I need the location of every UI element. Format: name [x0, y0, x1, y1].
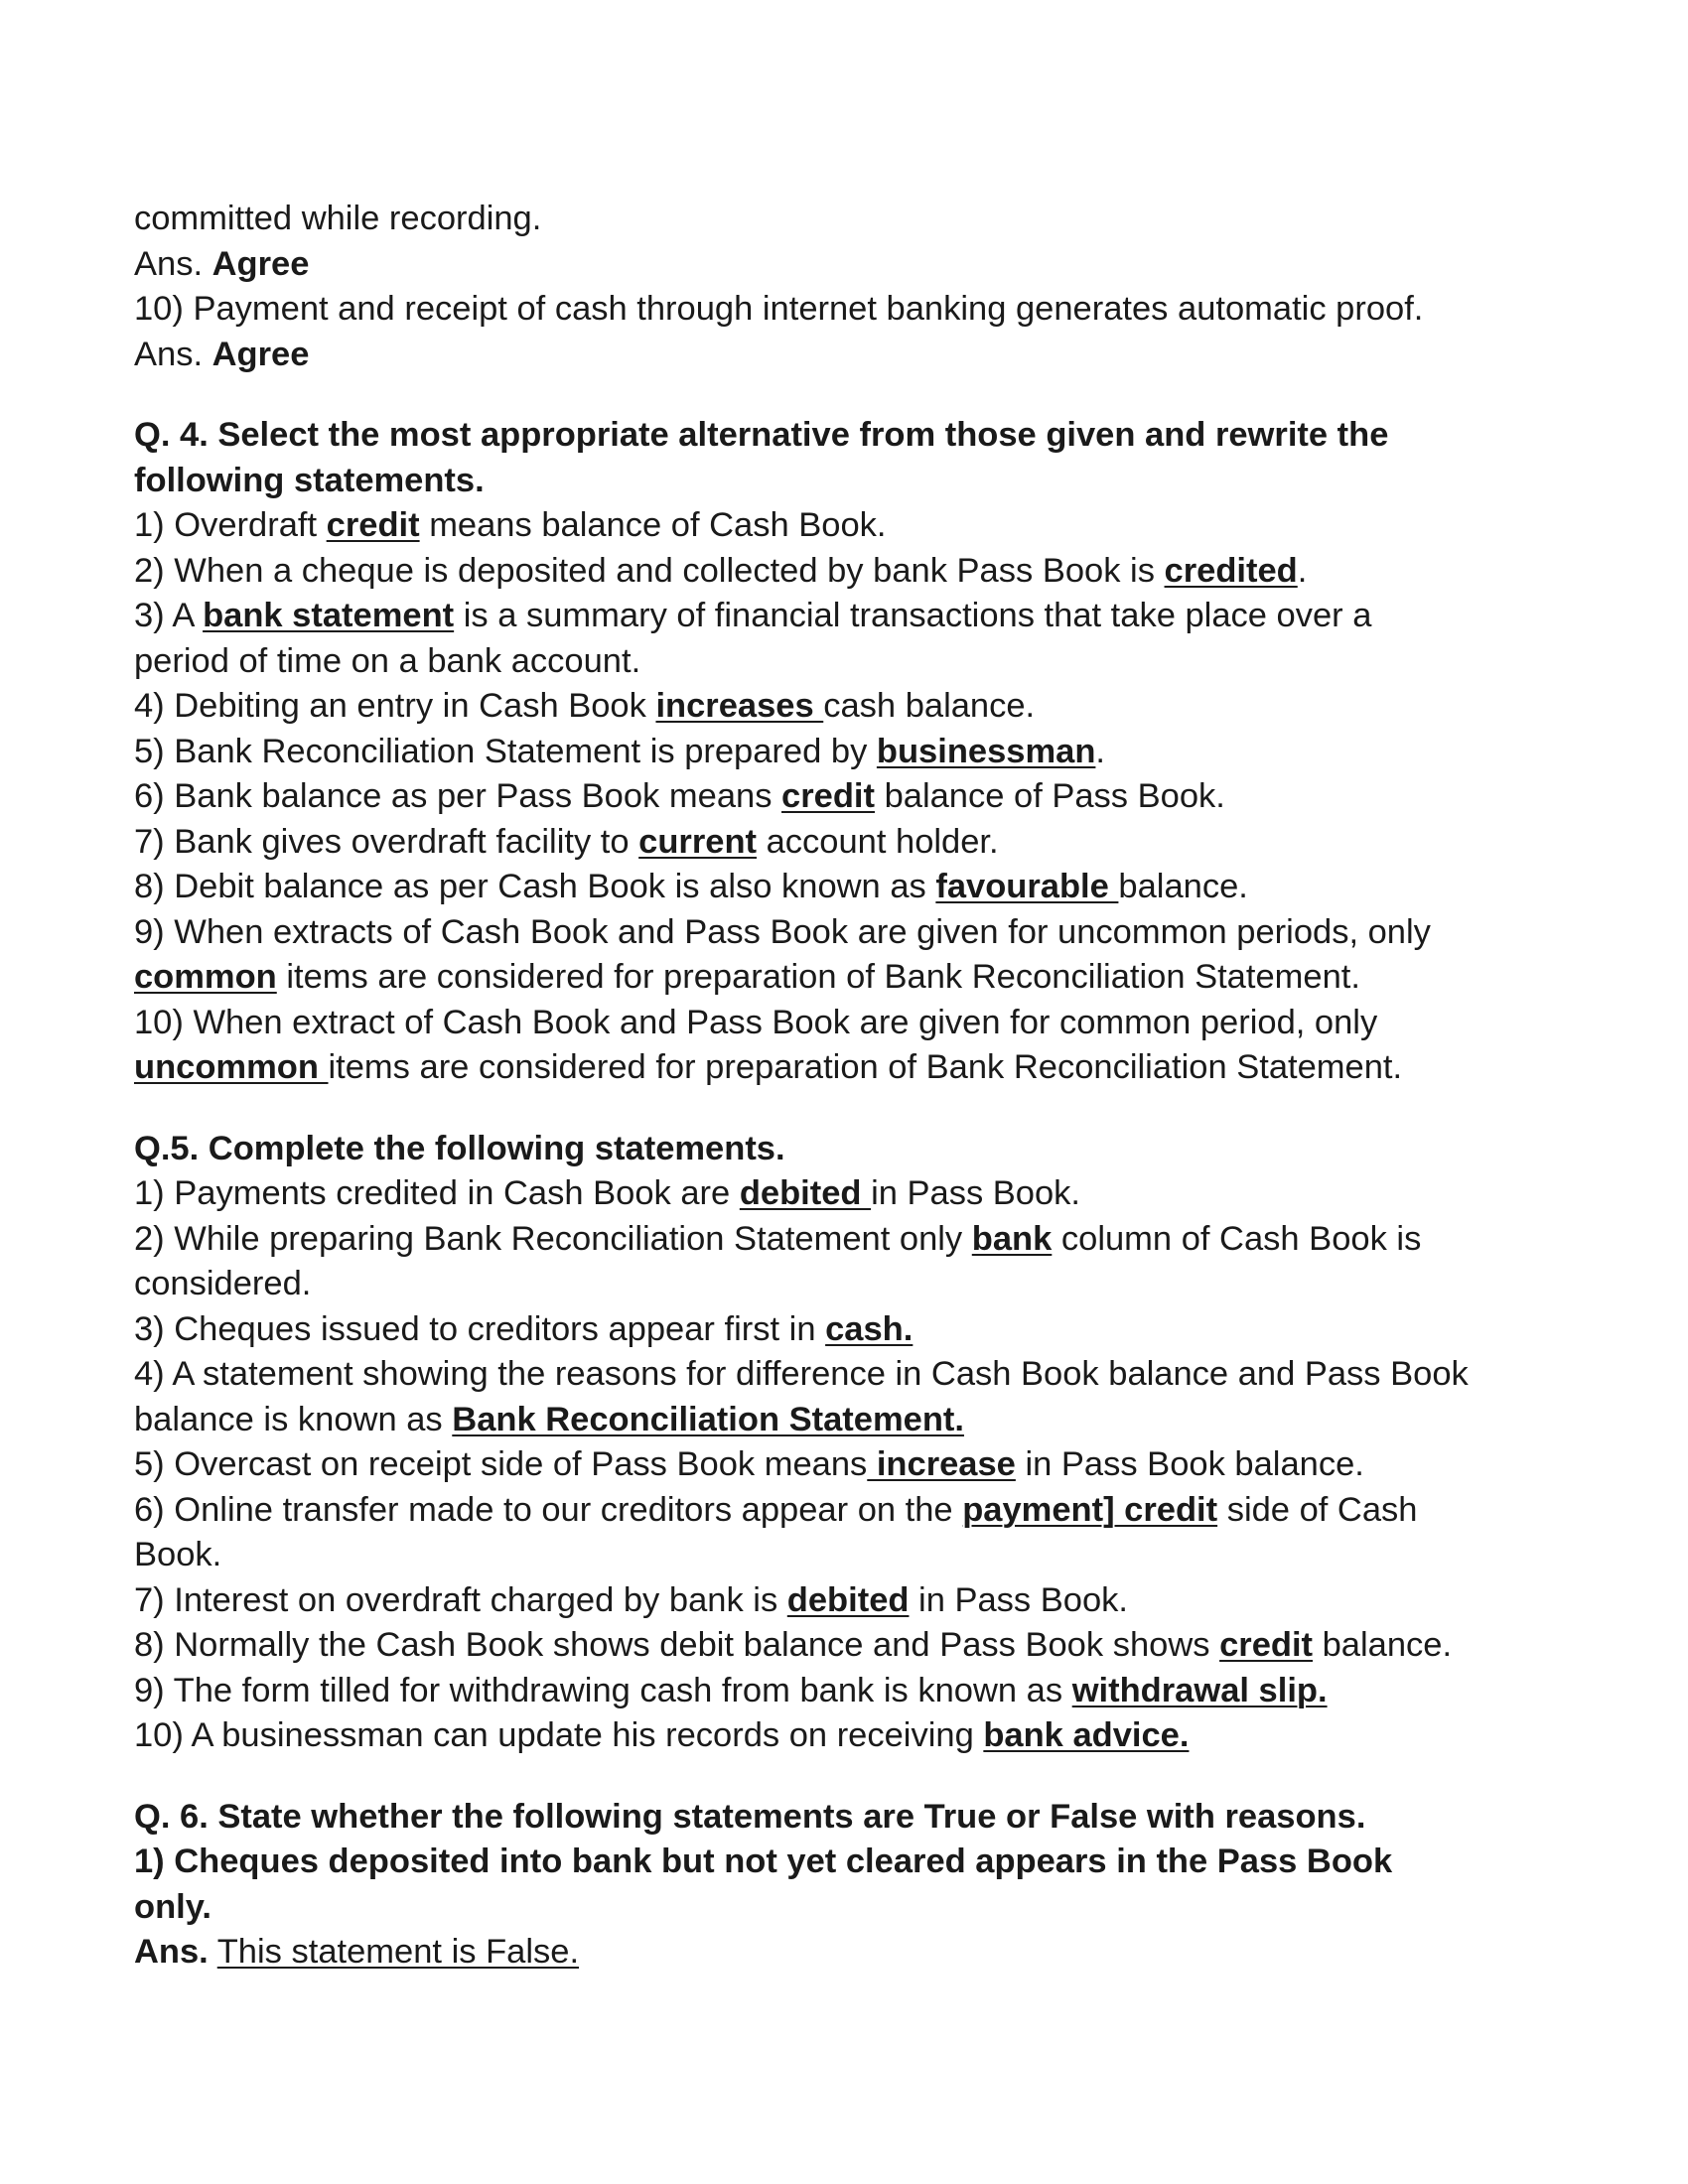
statement-line [134, 820, 1564, 866]
statement-text: items are considered for preparation of Bank Reconciliation Statement. [328, 1048, 1403, 1086]
answer-value: Agree [211, 335, 310, 373]
statement-line [134, 594, 1564, 639]
statement-text: 9) The form tilled for withdrawing cash from bank is known as [134, 1671, 1072, 1709]
q6-statement-1-continued: only. [134, 1887, 211, 1926]
statement-text: 2) While preparing Bank Reconciliation Statement only [134, 1219, 972, 1258]
q5-heading: Q.5. Complete the following statements. [134, 1129, 785, 1167]
answer-blank: credited [1164, 551, 1298, 590]
answer-value: Agree [211, 244, 310, 283]
answer-blank: bank advice. [983, 1716, 1190, 1754]
statement-text: 10) When extract of Cash Book and Pass Book are given for common period, only [134, 1003, 1378, 1041]
q5-list [134, 1171, 1564, 1759]
statement-text: means balance of Cash Book. [419, 506, 887, 544]
statement-text: 3) A [134, 597, 204, 634]
answer-prefix: Ans. [134, 335, 212, 373]
answer-blank: uncommon [134, 1048, 329, 1086]
section-gap [134, 1759, 1564, 1795]
statement-line [134, 1713, 1564, 1759]
statement-text: balance. [1118, 868, 1248, 905]
statement-line [134, 774, 1564, 820]
statement-line [134, 1533, 1564, 1578]
statement-line [134, 730, 1564, 775]
statement-text: 4) Debiting an entry in Cash Book [134, 687, 656, 725]
statement-text: cash balance. [823, 687, 1036, 725]
answer-blank: credit [781, 777, 875, 815]
answer-value: This statement is False. [216, 1933, 580, 1971]
continuation-text: committed while recording. [134, 200, 542, 237]
statement-10 [134, 287, 1564, 333]
statement-line [134, 1171, 1564, 1217]
answer-blank: businessman [876, 732, 1096, 770]
statement-line [134, 1488, 1564, 1534]
answer-blank: credit [1219, 1626, 1314, 1664]
answer-blank: credit [326, 506, 420, 544]
q6-answer-line [134, 1930, 1564, 1976]
statement-text: account holder. [757, 822, 999, 861]
statement-line [134, 1001, 1564, 1046]
statement-text: 2) When a cheque is deposited and collected by bank Pass Book is [134, 551, 1165, 590]
answer-blank: increase [867, 1445, 1016, 1483]
statement-text: 10) Payment and receipt of cash through internet banking generates automatic proof. [134, 290, 1424, 328]
statement-line [134, 1352, 1564, 1398]
statement-text: side of Cash [1217, 1490, 1418, 1529]
answer-blank: cash. [825, 1309, 914, 1348]
answer-blank: withdrawal slip. [1071, 1671, 1328, 1709]
statement-line [134, 639, 1564, 685]
statement-text: balance. [1313, 1626, 1453, 1664]
statement-text: items are considered for preparation of Bank Reconciliation Statement. [276, 958, 1360, 996]
statement-text: in Pass Book. [871, 1174, 1081, 1212]
statement-text: 10) A businessman can update his records on receiving [134, 1716, 984, 1754]
statement-text: 7) Bank gives overdraft facility to [134, 822, 639, 861]
statement-text: in Pass Book. [909, 1580, 1128, 1619]
statement-text: . [1095, 732, 1105, 770]
statement-line [134, 1623, 1564, 1669]
statement-line [134, 684, 1564, 730]
answer-blank: debited [786, 1580, 910, 1619]
answer-blank: Bank Reconciliation Statement. [452, 1400, 964, 1438]
statement-text: 5) Overcast on receipt side of Pass Book means [134, 1445, 868, 1483]
statement-text: in Pass Book balance. [1015, 1445, 1364, 1483]
answer-blank: increases [655, 687, 824, 725]
statement-line [134, 549, 1564, 595]
statement-line [134, 1307, 1564, 1353]
statement-text: column of Cash Book is [1052, 1219, 1422, 1258]
statement-line [134, 1262, 1564, 1307]
statement-line [134, 1578, 1564, 1624]
answer-blank: debited [739, 1174, 872, 1212]
statement-line [134, 910, 1564, 956]
statement-text: 5) Bank Reconciliation Statement is prepared by [134, 732, 877, 770]
statement-text: . [1297, 551, 1308, 590]
statement-text: 9) When extracts of Cash Book and Pass Book are given for uncommon periods, only [134, 912, 1431, 951]
statement-text: Book. [134, 1536, 222, 1573]
answer-blank: common [134, 958, 277, 996]
q4-heading: Q. 4. Select the most appropriate alternative from those given and rewrite the [134, 416, 1389, 454]
statement-line [134, 503, 1564, 549]
statement-text: 3) Cheques issued to creditors appear first in [134, 1309, 826, 1348]
answer-blank: bank [971, 1219, 1053, 1258]
statement-text: balance of Pass Book. [874, 777, 1225, 815]
statement-line [134, 1398, 1564, 1443]
statement-text: 7) Interest on overdraft charged by bank is [134, 1580, 787, 1619]
statement-text: balance is known as [134, 1400, 453, 1438]
q4-heading-continued: following statements. [134, 461, 485, 499]
statement-line [134, 955, 1564, 1001]
answer-prefix: Ans. [134, 1933, 209, 1971]
statement-text: 6) Online transfer made to our creditors appear on the [134, 1490, 963, 1529]
statement-text: 1) Overdraft [134, 506, 327, 544]
statement-text: is a summary of financial transactions that take place over a [454, 597, 1372, 634]
statement-text: period of time on a bank account. [134, 641, 641, 680]
answer-blank: current [638, 822, 758, 861]
statement-text: 8) Normally the Cash Book shows debit balance and Pass Book shows [134, 1626, 1220, 1664]
q5-section [134, 1127, 1564, 1759]
answer-blank: favourable [935, 868, 1119, 905]
q4-section [134, 413, 1564, 1091]
statement-text: 6) Bank balance as per Pass Book means [134, 777, 782, 815]
answer-blank: payment] credit [962, 1490, 1218, 1529]
q6-statement-1: 1) Cheques deposited into bank but not yet cleared appears in the Pass Book [134, 1843, 1393, 1880]
statement-text: 8) Debit balance as per Cash Book is also known as [134, 868, 936, 905]
q6-section [134, 1795, 1564, 1976]
answer-line [134, 333, 1564, 378]
section-gap [134, 1091, 1564, 1127]
continuation-line [134, 197, 1564, 242]
answer-blank: bank statement [203, 597, 455, 634]
statement-text: 4) A statement showing the reasons for difference in Cash Book balance and Pass Book [134, 1355, 1469, 1393]
statement-line [134, 1669, 1564, 1714]
statement-text: 1) Payments credited in Cash Book are [134, 1174, 740, 1212]
document-page [134, 197, 1564, 1976]
answer-prefix: Ans. [134, 244, 212, 283]
section-gap [134, 377, 1564, 413]
statement-line [134, 1442, 1564, 1488]
statement-text: considered. [134, 1265, 312, 1302]
statement-line [134, 1217, 1564, 1263]
statement-line [134, 865, 1564, 910]
q4-list [134, 503, 1564, 1091]
answer-line [134, 242, 1564, 288]
q6-heading: Q. 6. State whether the following statements are True or False with reasons. [134, 1797, 1366, 1836]
statement-line [134, 1045, 1564, 1091]
